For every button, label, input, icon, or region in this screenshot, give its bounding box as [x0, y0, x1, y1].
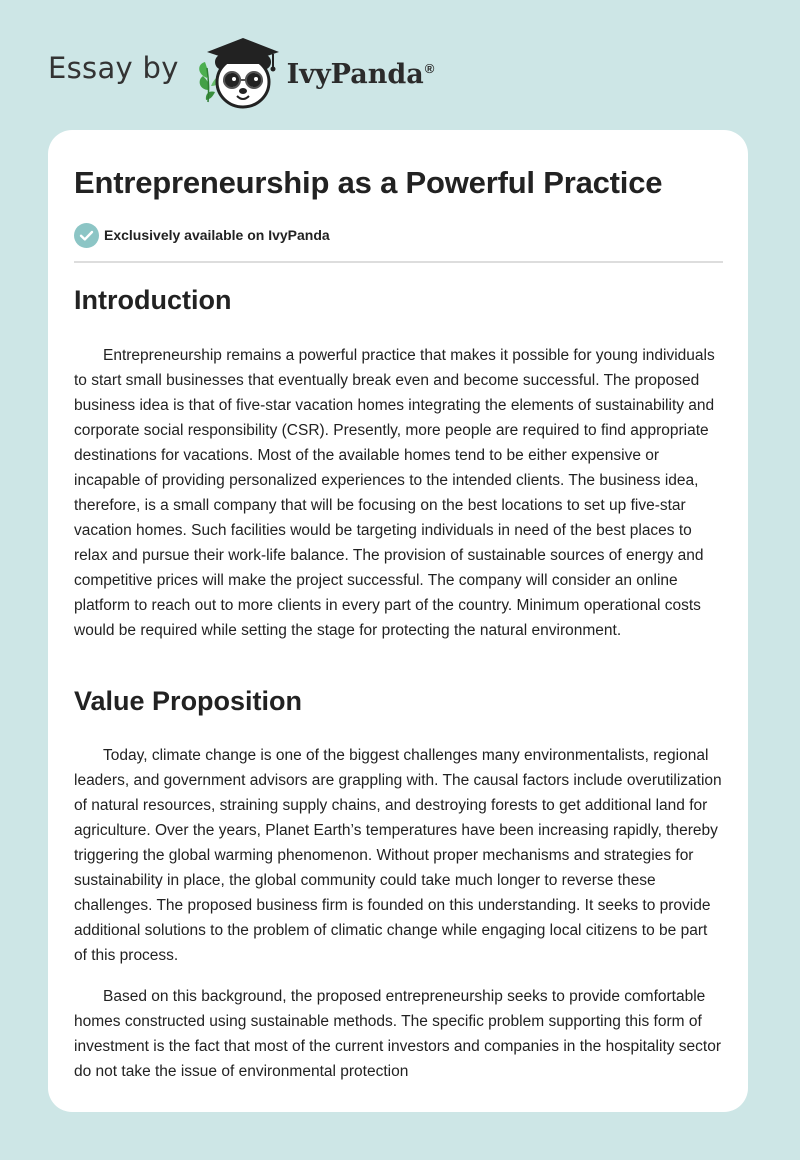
article-card [48, 130, 748, 1112]
check-circle-icon [74, 223, 99, 248]
paragraph: Today, climate change is one of the biggest challenges many environmentalists, regional leaders, and government advisors are grappling with. The causal factors include overutilization of natural resources, straining supply chains, and destroying forests to get additional land for agriculture. Over the years, Planet Earth’s temperatures have been increasing rapidly, thereby triggering the global warming phenomenon. Without proper mechanisms and strategies for sustainability in place, the global community could take much longer to reverse these challenges. The proposed business firm is founded on this understanding. It seeks to provide additional solutions to the problem of climatic change while engaging local citizens to be part of this process. [74, 747, 722, 964]
paragraph: Entrepreneurship remains a powerful practice that makes it possible for young individuals to start small businesses that eventually break even and become successful. The proposed business idea is that of five-star vacation homes integrating the elements of sustainability and corporate social responsibility (CSR). Presently, more people are required to find appropriate destinations for vacations. Most of the available homes tend to be either expensive or incapable of providing personalized experiences to the intended clients. The business idea, therefore, is a small company that will be focusing on the best locations to set up five-star vacation homes. Such facilities would be targeting individuals in need of the best places to relax and pursue their work-life balance. The provision of sustainable sources of energy and competitive prices will make the project successful. The company will consider an online platform to reach out to more clients in every part of the country. Minimum operational costs would be required while setting the stage for protecting the natural environment. [74, 347, 715, 639]
page-title: Entrepreneurship as a Powerful Practice [74, 165, 663, 200]
divider [74, 261, 723, 263]
section-heading-introduction: Introduction [74, 285, 232, 315]
brand-header[interactable] [48, 28, 434, 112]
section-heading-value-proposition: Value Proposition [74, 686, 303, 716]
exclusive-badge-text: Exclusively available on IvyPanda [104, 227, 330, 243]
brand-prefix: Essay by [48, 51, 179, 85]
paragraph: Based on this background, the proposed entrepreneurship seeks to provide comfortable homes constructed using sustainable methods. The specific problem supporting this form of investment is the fact that most of the current investors and companies in the hospitality sector do not take the issue of environmental protection [74, 988, 722, 1080]
brand-name: IvyPanda® [286, 58, 435, 90]
ivypanda-logo-icon [193, 28, 285, 112]
exclusive-badge [74, 222, 330, 248]
registered-mark: ® [424, 60, 435, 76]
